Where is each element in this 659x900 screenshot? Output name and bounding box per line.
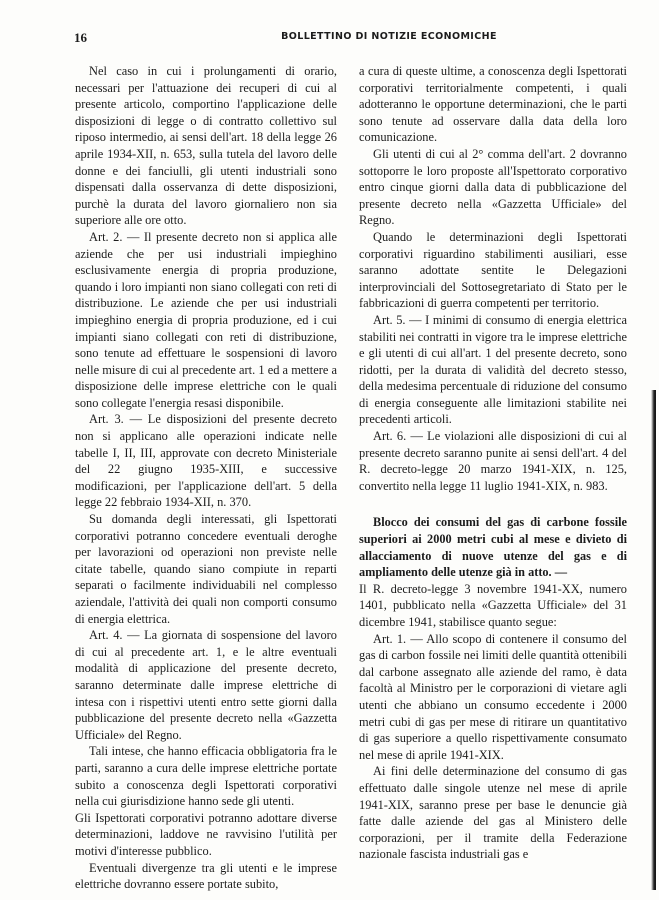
paragraph-art-1: Art. 1. — Allo scopo di contenere il consumo del gas di carbon fossile nei limiti delle quantità ottenibili dal carbone assegnato alle aziende del ramo, è data facoltà al Ministro per le corporazioni di vietare agli utenti che abbiano un consumo eccedente i 2000 metri cubi di gas per mese di ritirare un quantitativo di gas superiore a quello rispettivamente consumato nel mese di aprile 1941-XIX.: [359, 631, 627, 762]
paragraph: Ai fini delle determinazione del consumo di gas effettuato dalle singole utenze nel mese di aprile 1941-XIX, saranno prese per base le denuncie già fatte dalle aziende del gas al Ministero delle corporazioni, per il tramite della Federazione nazionale fascista industriali gas e: [359, 764, 627, 862]
paragraph: Gli Ispettorati corporativi potranno adottare diverse determinazioni, laddove ne ravvisino l'utilità per motivi d'interesse pubblico.: [75, 810, 337, 858]
section-intro: Il R. decreto-legge 3 novembre 1941-XX, numero 1401, pubblicato nella «Gazzetta Ufficiale» del 31 dicembre 1941, stabilisce quanto segue:: [359, 581, 627, 629]
paragraph-art-3: Art. 3. — Le disposizioni del presente decreto non si applicano alle operazioni indicate nelle tabelle I, II, III, approvate con decreto Ministeriale del 22 giugno 1935-XIII, e successive modificazioni, per l'applicazione dell'art. 5 della legge 22 febbraio 1934-XII, n. 370.: [75, 412, 337, 510]
paragraph: Su domanda degli interessati, gli Ispettorati corporativi potranno concedere eventuali deroghe per lavorazioni od operazioni non previste nelle citate tabelle, quando siano compiute in reparti separati o facilmente individuabili nel complesso aziendale, l'attività dei quali non comporti consumo di energia elettrica.: [75, 512, 337, 626]
paragraph: Tali intese, che hanno efficacia obbligatoria fra le parti, saranno a cura delle imprese elettriche portate subito a conoscenza degli Ispettorati corporativi nella cui giurisdizione hanno sede gli utenti.: [75, 744, 337, 809]
left-column: [75, 63, 337, 893]
paragraph: a cura di queste ultime, a conoscenza degli Ispettorati corporativi territorialmente competenti, i quali adotteranno le opportune determinazioni, che le parti sono tenute ad osservare dalla data della loro comunicazione.: [359, 64, 627, 145]
scan-edge-shadow: [651, 390, 656, 890]
paragraph-art-5: Art. 5. — I minimi di consumo di energia elettrica stabiliti nei contratti in vigore tra le imprese elettriche e gli utenti di cui all'art. 1 del presente decreto, sono ridotti, per la durata di validità del decreto stesso, della medesima percentuale di riduzione del consumo di energia conseguente alle limitazioni stabilite nei precedenti articoli.: [359, 312, 627, 427]
paragraph: Nel caso in cui i prolungamenti di orario, necessari per l'attuazione dei recuperi di cui al presente articolo, comportino l'applicazione delle disposizioni di legge o di contratto collettivo sul riposo intermedio, ai sensi dell'art. 18 della legge 26 aprile 1934-XII, n. 653, sulla tutela del lavoro delle donne e dei fanciulli, gli utenti industriali sono dispensati dalla osservanza di dette disposizioni, purchè la durata del lavoro giornaliero non sia superiore alle ore otto.: [75, 64, 337, 228]
section-heading: Blocco dei consumi del gas di carbone fossile superiori ai 2000 metri cubi al mese e divieto di allacciamento di nuove utenze del gas e di ampliamento delle utenze già in atto. —: [359, 515, 627, 580]
running-title: BOLLETTINO DI NOTIZIE ECONOMICHE: [281, 31, 497, 42]
paragraph-art-2: Art. 2. — Il presente decreto non si applica alle aziende che per usi industriali impieghino esclusivamente energia di propria produzione, quando i loro impianti non siano collegati con reti di distribuzione. Le aziende che per usi industriali impieghino energia di propria produzione, ed i cui impianti siano collegati con reti di distribuzione, sono tenute ad effettuare le sospensioni di lavoro nelle misure di cui al precedente art. 1 ed a mettere a disposizione delle imprese elettriche con le quali sono collegate l'energia resasi disponibile.: [75, 229, 337, 410]
paragraph: Eventuali divergenze tra gli utenti e le imprese elettriche dovranno essere portate subito,: [75, 860, 337, 892]
paragraph-art-6: Art. 6. — Le violazioni alle disposizioni di cui al presente decreto saranno punite ai sensi dell'art. 4 del R. decreto-legge 20 marzo 1941-XIX, n. 125, convertito nella legge 11 luglio 1941-XIX, n. 983.: [359, 429, 627, 493]
paragraph-art-4: Art. 4. — La giornata di sospensione del lavoro di cui al precedente art. 1, e le altre eventuali modalità di applicazione del presente decreto, saranno determinate dalle imprese elettriche di intesa con i rispettivi utenti entro sette giorni dalla pubblicazione del presente decreto nella «Gazzetta Ufficiale» del Regno.: [75, 628, 337, 742]
paragraph: Quando le determinazioni degli Ispettorati corporativi riguardino stabilimenti ausiliari, esse saranno adottate sentite le Delegazioni interprovinciali del Sottosegretariato di Stato per le fabbricazioni di guerra competenti per territorio.: [359, 229, 627, 311]
page-header: [74, 30, 634, 48]
page-number: 16: [74, 30, 87, 45]
paragraph: Gli utenti di cui al 2° comma dell'art. 2 dovranno sottoporre le loro proposte all'Ispettorato corporativo entro cinque giorni dalla data di pubblicazione del presente decreto nella «Gazzetta Ufficiale» del Regno.: [359, 146, 627, 228]
right-column: [359, 63, 627, 863]
